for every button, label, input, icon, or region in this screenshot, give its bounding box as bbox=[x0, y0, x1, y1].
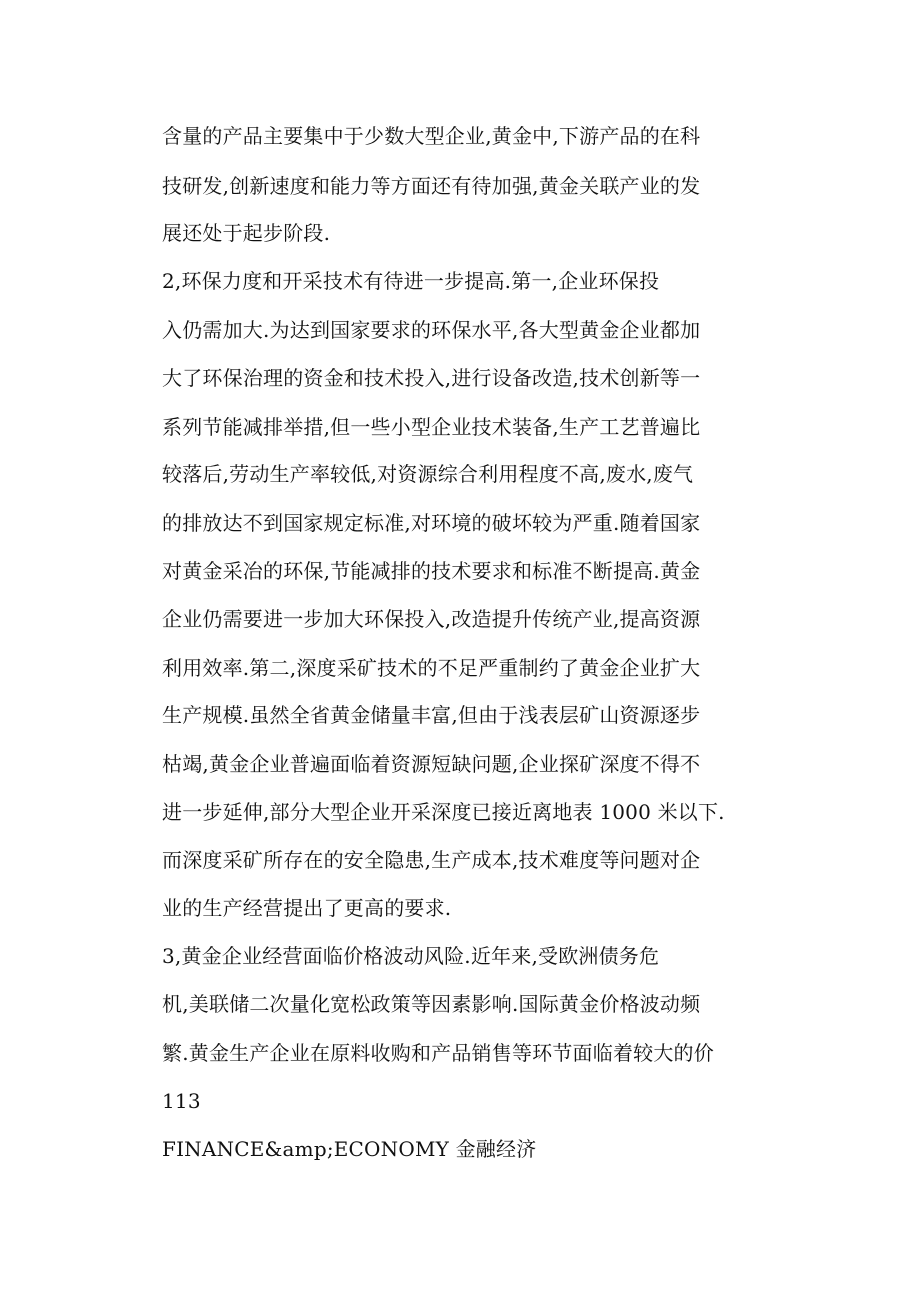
text-line: 业的生产经营提出了更高的要求. bbox=[162, 896, 452, 920]
text-line: 而深度采矿所存在的安全隐患,生产成本,技术难度等问题对企 bbox=[162, 848, 701, 872]
text-line: 生产规模.虽然全省黄金储量丰富,但由于浅表层矿山资源逐步 bbox=[162, 703, 701, 727]
text-line: 较落后,劳动生产率较低,对资源综合利用程度不高,废水,废气 bbox=[162, 462, 694, 486]
paragraph-2-start: 2,环保力度和开采技术有待进一步提高.第一,企业环保投 bbox=[162, 269, 660, 293]
text-line: 企业仍需要进一步加大环保投入,改造提升传统产业,提高资源 bbox=[162, 607, 701, 631]
text-line: 对黄金采冶的环保,节能减排的技术要求和标准不断提高.黄金 bbox=[162, 559, 701, 583]
text-line: 入仍需加大.为达到国家要求的环保水平,各大型黄金企业都加 bbox=[162, 318, 701, 342]
text-line: 繁.黄金生产企业在原料收购和产品销售等环节面临着较大的价 bbox=[162, 1041, 714, 1065]
text-line: 展还处于起步阶段. bbox=[162, 221, 331, 245]
text-line: 利用效率.第二,深度采矿技术的不足严重制约了黄金企业扩大 bbox=[162, 656, 701, 680]
text-line: 技研发,创新速度和能力等方面还有待加强,黄金关联产业的发 bbox=[162, 174, 701, 198]
page-number: 113 bbox=[162, 1089, 201, 1113]
text-line: 的排放达不到国家规定标准,对环境的破坏较为严重.随着国家 bbox=[162, 511, 701, 535]
text-line: 机,美联储二次量化宽松政策等因素影响.国际黄金价格波动频 bbox=[162, 992, 701, 1016]
text-line: 系列节能减排举措,但一些小型企业技术装备,生产工艺普遍比 bbox=[162, 415, 701, 439]
journal-footer: FINANCE&amp;ECONOMY 金融经济 bbox=[162, 1137, 537, 1161]
paragraph-3-start: 3,黄金企业经营面临价格波动风险.近年来,受欧洲债务危 bbox=[162, 944, 660, 968]
text-line: 含量的产品主要集中于少数大型企业,黄金中,下游产品的在科 bbox=[162, 124, 701, 148]
text-line: 大了环保治理的资金和技术投入,进行设备改造,技术创新等一 bbox=[162, 366, 701, 390]
text-line: 枯竭,黄金企业普遍面临着资源短缺问题,企业探矿深度不得不 bbox=[162, 752, 701, 776]
text-line: 进一步延伸,部分大型企业开采深度已接近离地表 1000 米以下. bbox=[162, 800, 725, 824]
